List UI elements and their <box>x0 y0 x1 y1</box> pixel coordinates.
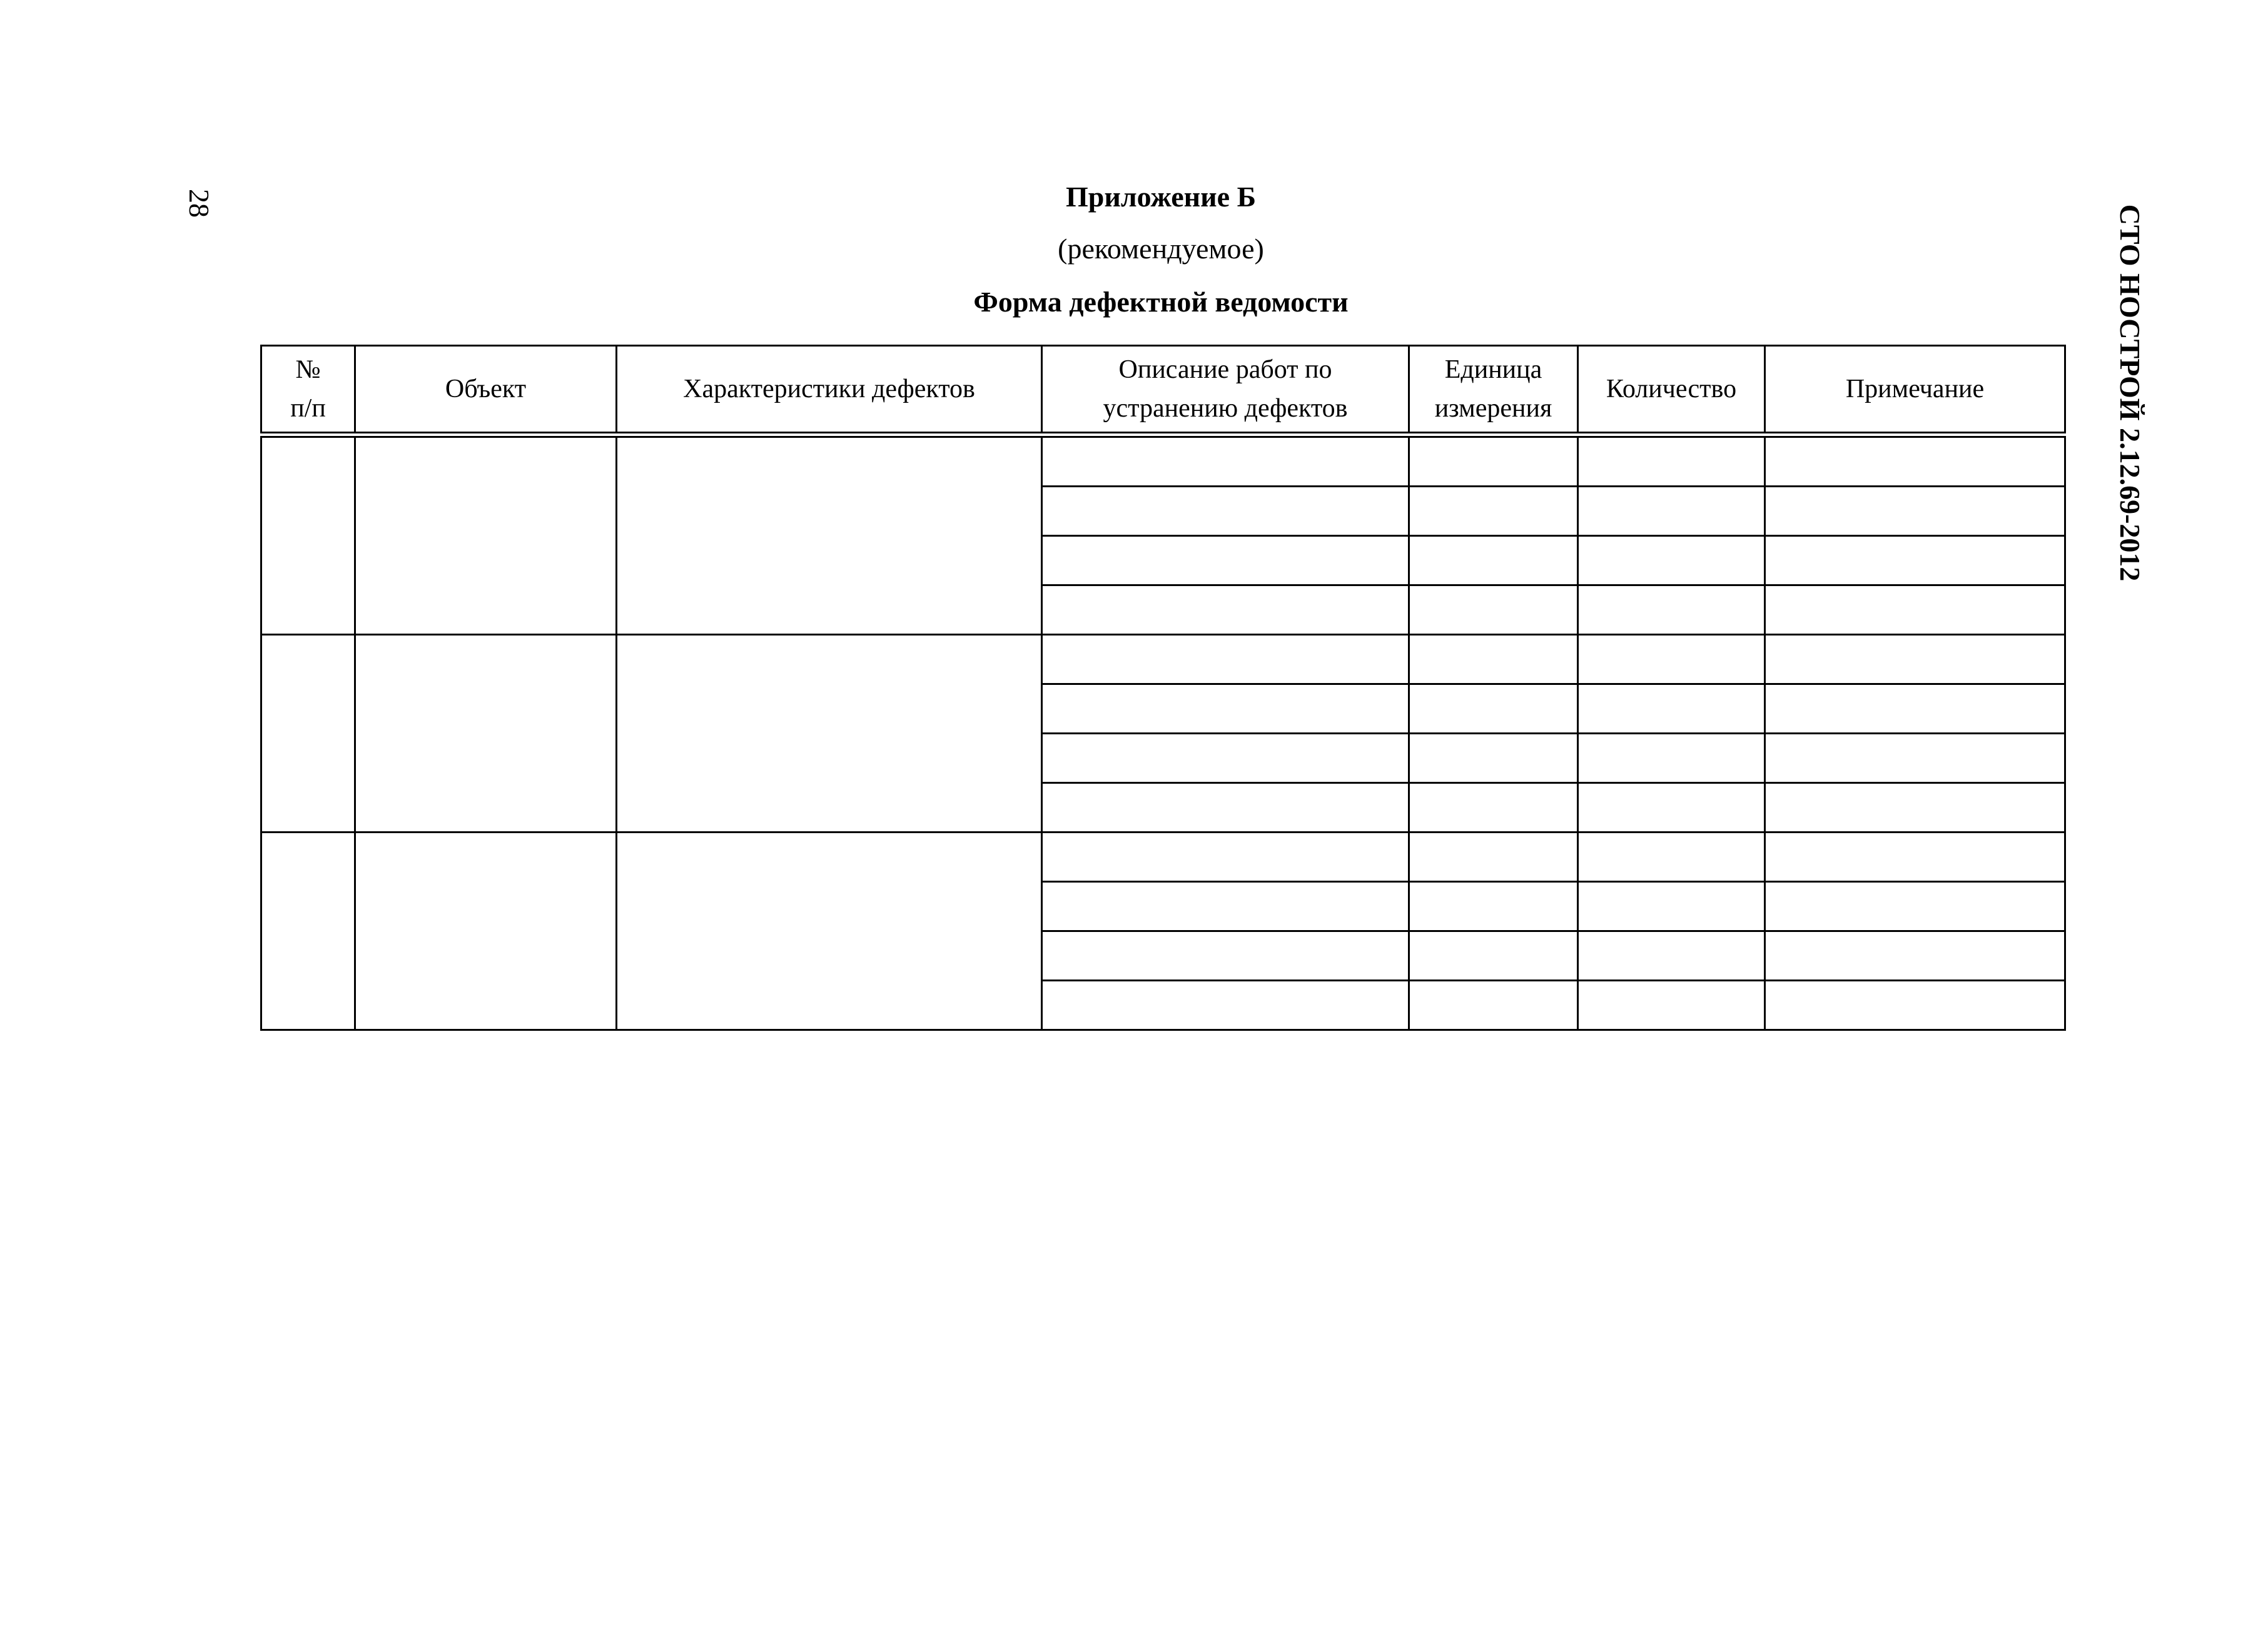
cell-quantity <box>1578 684 1765 734</box>
header-number <box>261 346 355 435</box>
cell-work-description <box>1042 882 1409 931</box>
header-quantity: Количество <box>1578 346 1765 435</box>
cell-unit <box>1409 635 1578 684</box>
cell-work-description <box>1042 635 1409 684</box>
header-work-description <box>1042 346 1409 435</box>
cell-note <box>1765 536 2065 585</box>
cell-quantity <box>1578 981 1765 1030</box>
page-number: 28 <box>183 189 215 218</box>
cell-work-description <box>1042 783 1409 833</box>
cell-unit <box>1409 833 1578 882</box>
cell-quantity <box>1578 833 1765 882</box>
cell-unit <box>1409 783 1578 833</box>
cell-work-description <box>1042 833 1409 882</box>
cell-defect-characteristics <box>617 635 1042 833</box>
table-row <box>261 833 2065 882</box>
cell-unit <box>1409 931 1578 981</box>
cell-defect-characteristics <box>617 435 1042 635</box>
cell-work-description <box>1042 981 1409 1030</box>
cell-quantity <box>1578 487 1765 536</box>
header-unit-line-2: измерения <box>1434 394 1552 423</box>
cell-unit <box>1409 435 1578 487</box>
document-code: СТО НОСТРОЙ 2.12.69-2012 <box>2114 204 2146 582</box>
header-defect-characteristics: Характеристики дефектов <box>617 346 1042 435</box>
header-object: Объект <box>355 346 617 435</box>
table-row <box>261 435 2065 487</box>
cell-object <box>355 635 617 833</box>
cell-unit <box>1409 536 1578 585</box>
cell-quantity <box>1578 783 1765 833</box>
cell-work-description <box>1042 435 1409 487</box>
cell-note <box>1765 635 2065 684</box>
cell-note <box>1765 684 2065 734</box>
cell-work-description <box>1042 931 1409 981</box>
cell-quantity <box>1578 585 1765 635</box>
header-unit <box>1409 346 1578 435</box>
cell-work-description <box>1042 684 1409 734</box>
cell-defect-characteristics <box>617 833 1042 1030</box>
table-row <box>261 635 2065 684</box>
cell-object <box>355 833 617 1030</box>
header-work-description-line-2: устранению дефектов <box>1103 394 1348 423</box>
header-number-line-2: п/п <box>290 394 326 423</box>
cell-note <box>1765 882 2065 931</box>
header-number-line-1: № <box>295 355 321 384</box>
cell-work-description <box>1042 734 1409 783</box>
cell-note <box>1765 783 2065 833</box>
header-unit-line-1: Единица <box>1444 355 1542 384</box>
cell-object <box>355 435 617 635</box>
cell-quantity <box>1578 536 1765 585</box>
cell-unit <box>1409 882 1578 931</box>
appendix-title: Приложение Б <box>1065 181 1257 213</box>
cell-note <box>1765 981 2065 1030</box>
table-body <box>261 435 2065 1030</box>
header-work-description-line-1: Описание работ по <box>1118 355 1332 384</box>
cell-quantity <box>1578 435 1765 487</box>
cell-number <box>261 833 355 1030</box>
cell-work-description <box>1042 536 1409 585</box>
cell-quantity <box>1578 635 1765 684</box>
cell-number <box>261 635 355 833</box>
cell-note <box>1765 734 2065 783</box>
cell-note <box>1765 435 2065 487</box>
cell-unit <box>1409 487 1578 536</box>
cell-note <box>1765 833 2065 882</box>
table-header-row <box>261 346 2065 435</box>
cell-unit <box>1409 585 1578 635</box>
appendix-status: (рекомендуемое) <box>1058 233 1264 265</box>
header-note: Примечание <box>1765 346 2065 435</box>
cell-work-description <box>1042 487 1409 536</box>
cell-unit <box>1409 684 1578 734</box>
form-title: Форма дефектной ведомости <box>973 286 1349 318</box>
cell-number <box>261 435 355 635</box>
defect-statement-table <box>260 345 2066 1031</box>
cell-note <box>1765 487 2065 536</box>
cell-quantity <box>1578 734 1765 783</box>
cell-work-description <box>1042 585 1409 635</box>
cell-note <box>1765 931 2065 981</box>
cell-note <box>1765 585 2065 635</box>
cell-quantity <box>1578 931 1765 981</box>
cell-unit <box>1409 981 1578 1030</box>
cell-quantity <box>1578 882 1765 931</box>
cell-unit <box>1409 734 1578 783</box>
